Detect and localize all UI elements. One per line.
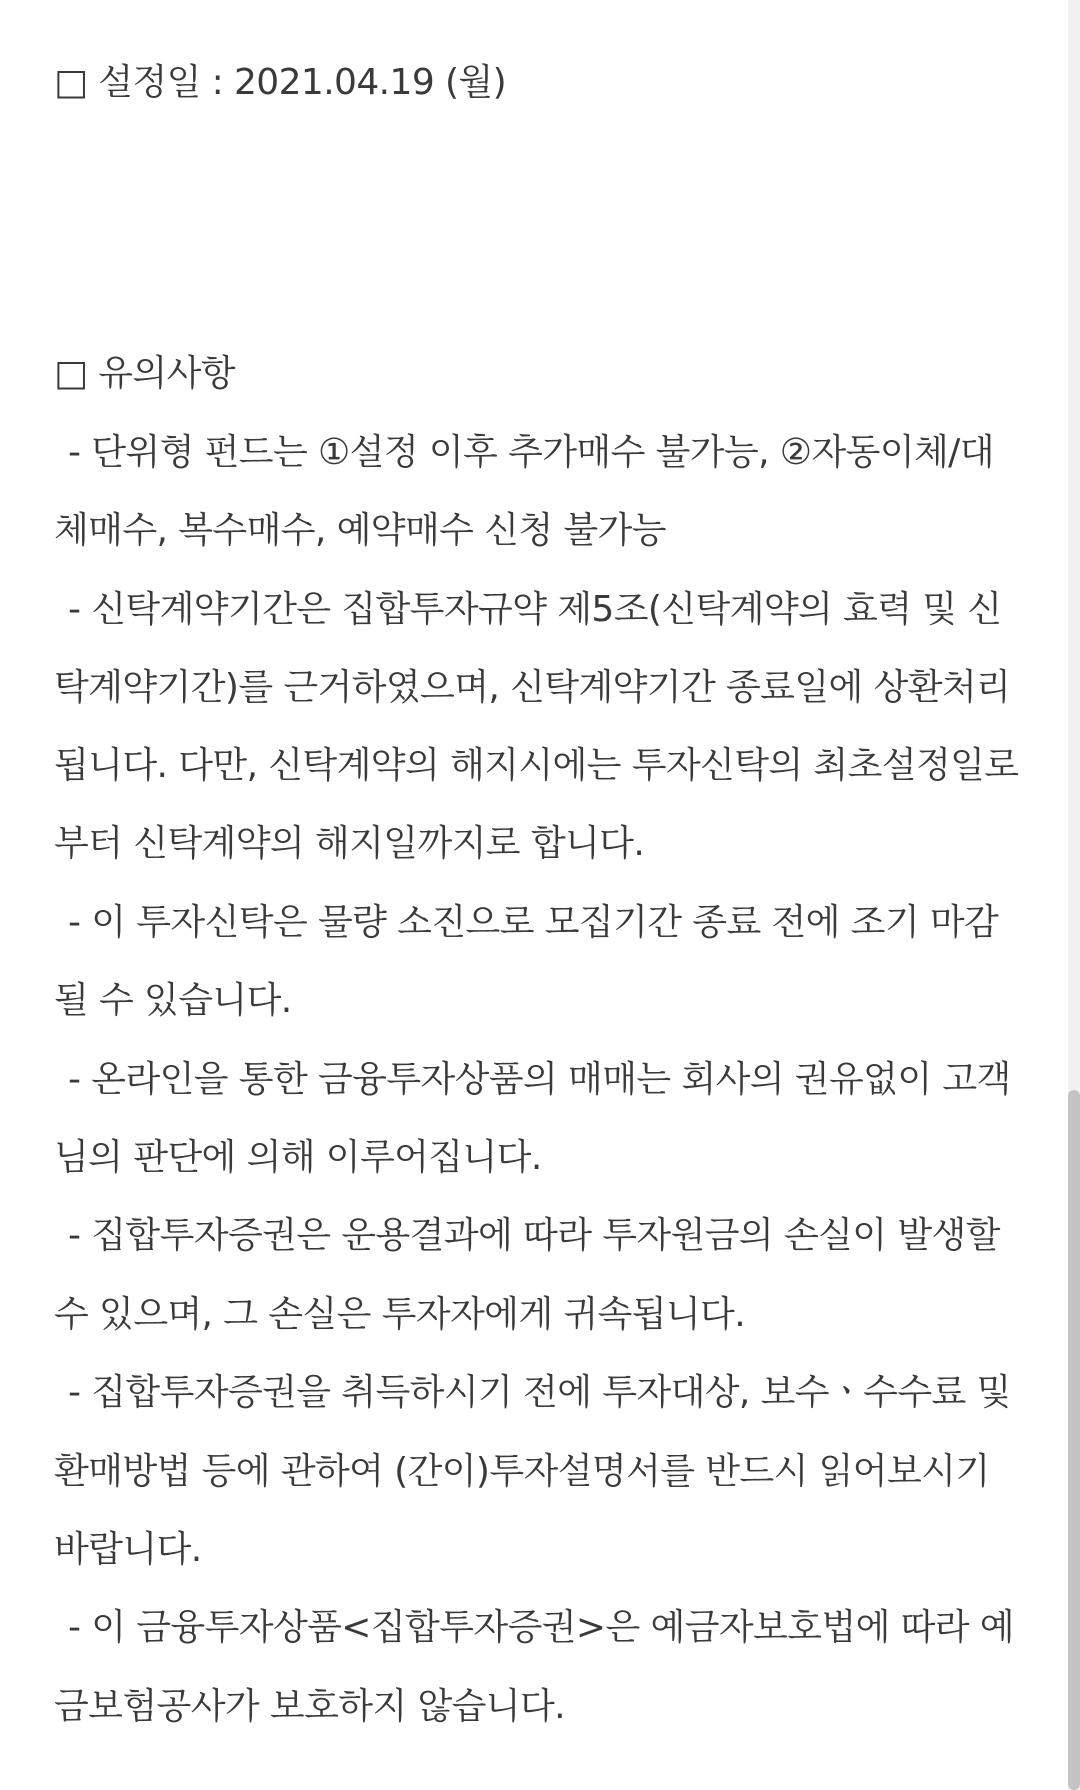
notice-line: 환매방법 등에 관하여 (간이)투자설명서를 반드시 읽어보시기 bbox=[54, 1451, 990, 1492]
notice-line: 금보험공사가 보호하지 않습니다. bbox=[54, 1686, 565, 1727]
notice-line: - 단위형 펀드는 ①설정 이후 추가매수 불가능, ②자동이체/대 bbox=[68, 432, 994, 473]
notice-line: - 이 투자신탁은 물량 소진으로 모집기간 종료 전에 조기 마감 bbox=[68, 902, 999, 943]
notice-line: 수 있으며, 그 손실은 투자자에게 귀속됩니다. bbox=[54, 1294, 746, 1335]
notice-line: 바랍니다. bbox=[54, 1529, 202, 1570]
notice-line: 부터 신탁계약의 해지일까지로 합니다. bbox=[54, 823, 645, 864]
vertical-scrollbar[interactable] bbox=[1068, 0, 1080, 1790]
setup-date-text: □ 설정일 : 2021.04.19 (월) bbox=[54, 62, 507, 103]
notice-line: - 신탁계약기간은 집합투자규약 제5조(신탁계약의 효력 및 신 bbox=[68, 589, 1002, 630]
notice-line: - 집합투자증권을 취득하시기 전에 투자대상, 보수ㆍ수수료 및 bbox=[68, 1372, 1011, 1413]
notice-heading: □ 유의사항 bbox=[54, 353, 235, 394]
notice-line: 체매수, 복수매수, 예약매수 신청 불가능 bbox=[54, 510, 666, 551]
notice-line: - 온라인을 통한 금융투자상품의 매매는 회사의 권유없이 고객 bbox=[68, 1059, 1011, 1100]
notice-line: 님의 판단에 의해 이루어집니다. bbox=[54, 1137, 542, 1178]
notice-line: 탁계약기간)를 근거하였으며, 신탁계약기간 종료일에 상환처리 bbox=[54, 667, 1011, 708]
notice-line: - 집합투자증권은 운용결과에 따라 투자원금의 손실이 발생할 bbox=[68, 1215, 1000, 1256]
notice-line: - 이 금융투자상품<집합투자증권>은 예금자보호법에 따라 예 bbox=[68, 1607, 1014, 1648]
notice-line: 될 수 있습니다. bbox=[54, 980, 292, 1021]
notice-line: 됩니다. 다만, 신탁계약의 해지시에는 투자신탁의 최초설정일로 bbox=[54, 745, 1019, 786]
scrollbar-thumb[interactable] bbox=[1068, 1090, 1080, 1790]
